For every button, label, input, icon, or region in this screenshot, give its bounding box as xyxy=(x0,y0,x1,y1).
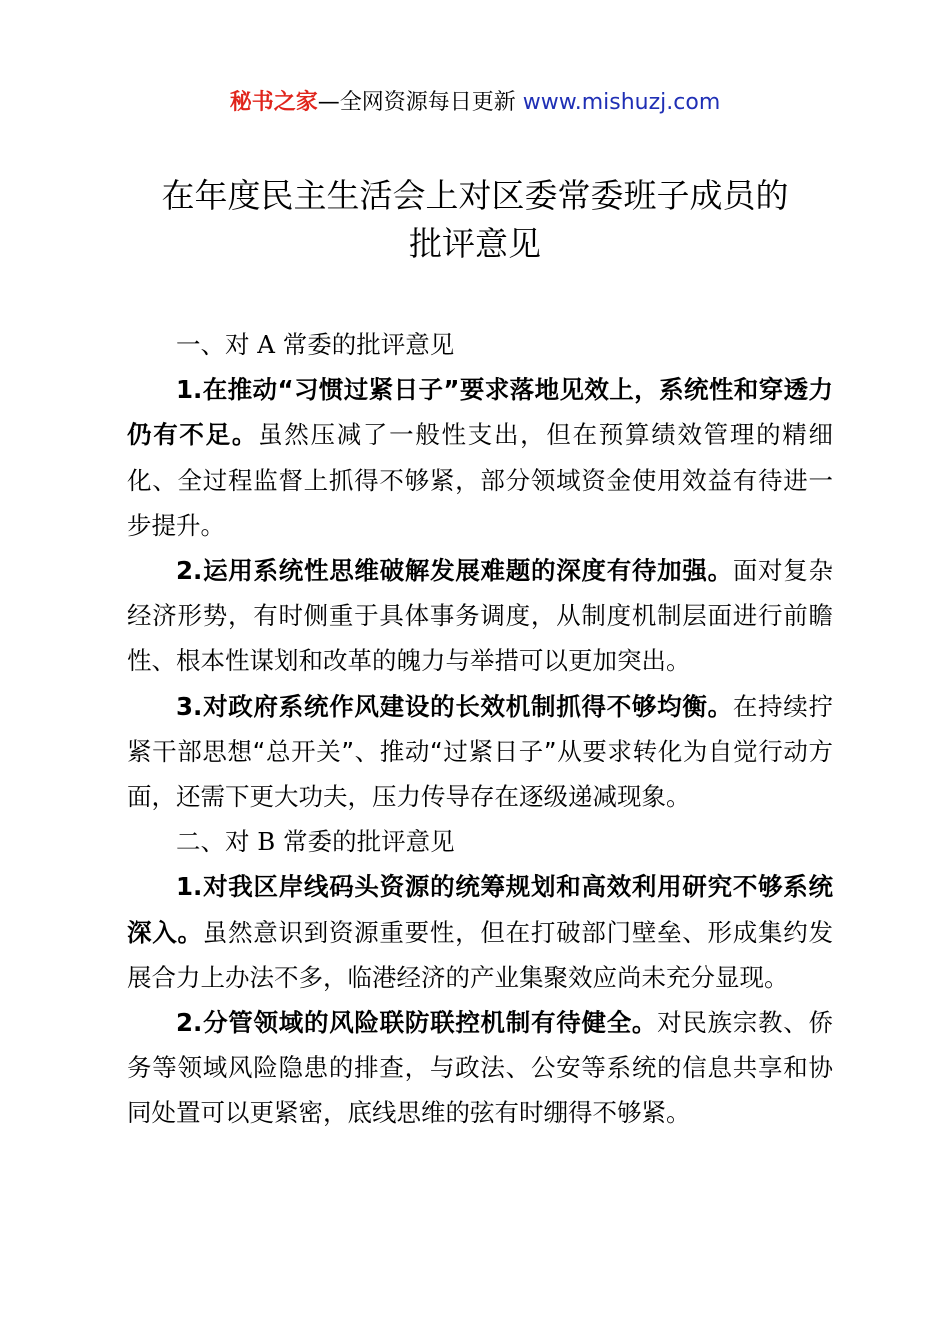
document-title xyxy=(100,172,850,268)
paragraph-text: 对民族宗教、侨务等领域风险隐患的排查，与政法、公安等系统的信息共享和协同处置可以更紧密，底线思维的弦有时绷得不够紧。 xyxy=(127,1008,833,1128)
paragraph-lead: 1.在推动“习惯过紧日子”要求落地见效上，系统性和穿透力仍有不足。 xyxy=(127,375,833,450)
site-header xyxy=(0,86,950,120)
paragraph-text: 虽然意识到资源重要性，但在打破部门壁垒、形成集约发展合力上办法不多，临港经济的产业集聚效应尚未充分显现。 xyxy=(127,917,834,992)
section-heading-b: 二、对 B 常委的批评意见 xyxy=(176,827,455,857)
document-body xyxy=(127,322,833,1136)
title-line-2: 批评意见 xyxy=(409,224,541,263)
paragraph-b-1 xyxy=(127,864,833,1000)
title-line-1: 在年度民主生活会上对区委常委班子成员的 xyxy=(161,176,789,215)
paragraph-text: 面对复杂经济形势，有时侧重于具体事务调度，从制度机制层面进行前瞻性、根本性谋划和改革的魄力与举措可以更加突出。 xyxy=(127,556,834,676)
section-heading-a: 一、对 A 常委的批评意见 xyxy=(176,330,455,359)
paragraph-a-2 xyxy=(127,548,833,684)
paragraph-text: 在持续拧紧干部思想“总开关”、推动“过紧日子”从要求转化为自觉行动方面，还需下更大功夫，压力传导存在逐级递减现象。 xyxy=(127,691,834,812)
paragraph-lead: 2.运用系统性思维破解发展难题的深度有待加强。 xyxy=(176,556,733,586)
header-tagline: —全网资源每日更新 xyxy=(317,90,523,115)
brand-name: 秘书之家 xyxy=(229,90,318,115)
site-url-link[interactable]: www.mishuzj.com xyxy=(522,90,721,115)
paragraph-lead: 2.分管领域的风险联防联控机制有待健全。 xyxy=(176,1008,658,1038)
paragraph-b-2 xyxy=(127,1000,833,1136)
paragraph-text: 虽然压减了一般性支出，但在预算绩效管理的精细化、全过程监督上抓得不够紧，部分领域资金使用效益有待进一步提升。 xyxy=(127,420,834,540)
paragraph-lead: 3.对政府系统作风建设的长效机制抓得不够均衡。 xyxy=(176,691,733,721)
paragraph-a-1 xyxy=(127,367,833,548)
paragraph-a-3 xyxy=(127,684,833,820)
paragraph-lead: 1.对我区岸线码头资源的统筹规划和高效利用研究不够系统深入。 xyxy=(127,872,833,947)
